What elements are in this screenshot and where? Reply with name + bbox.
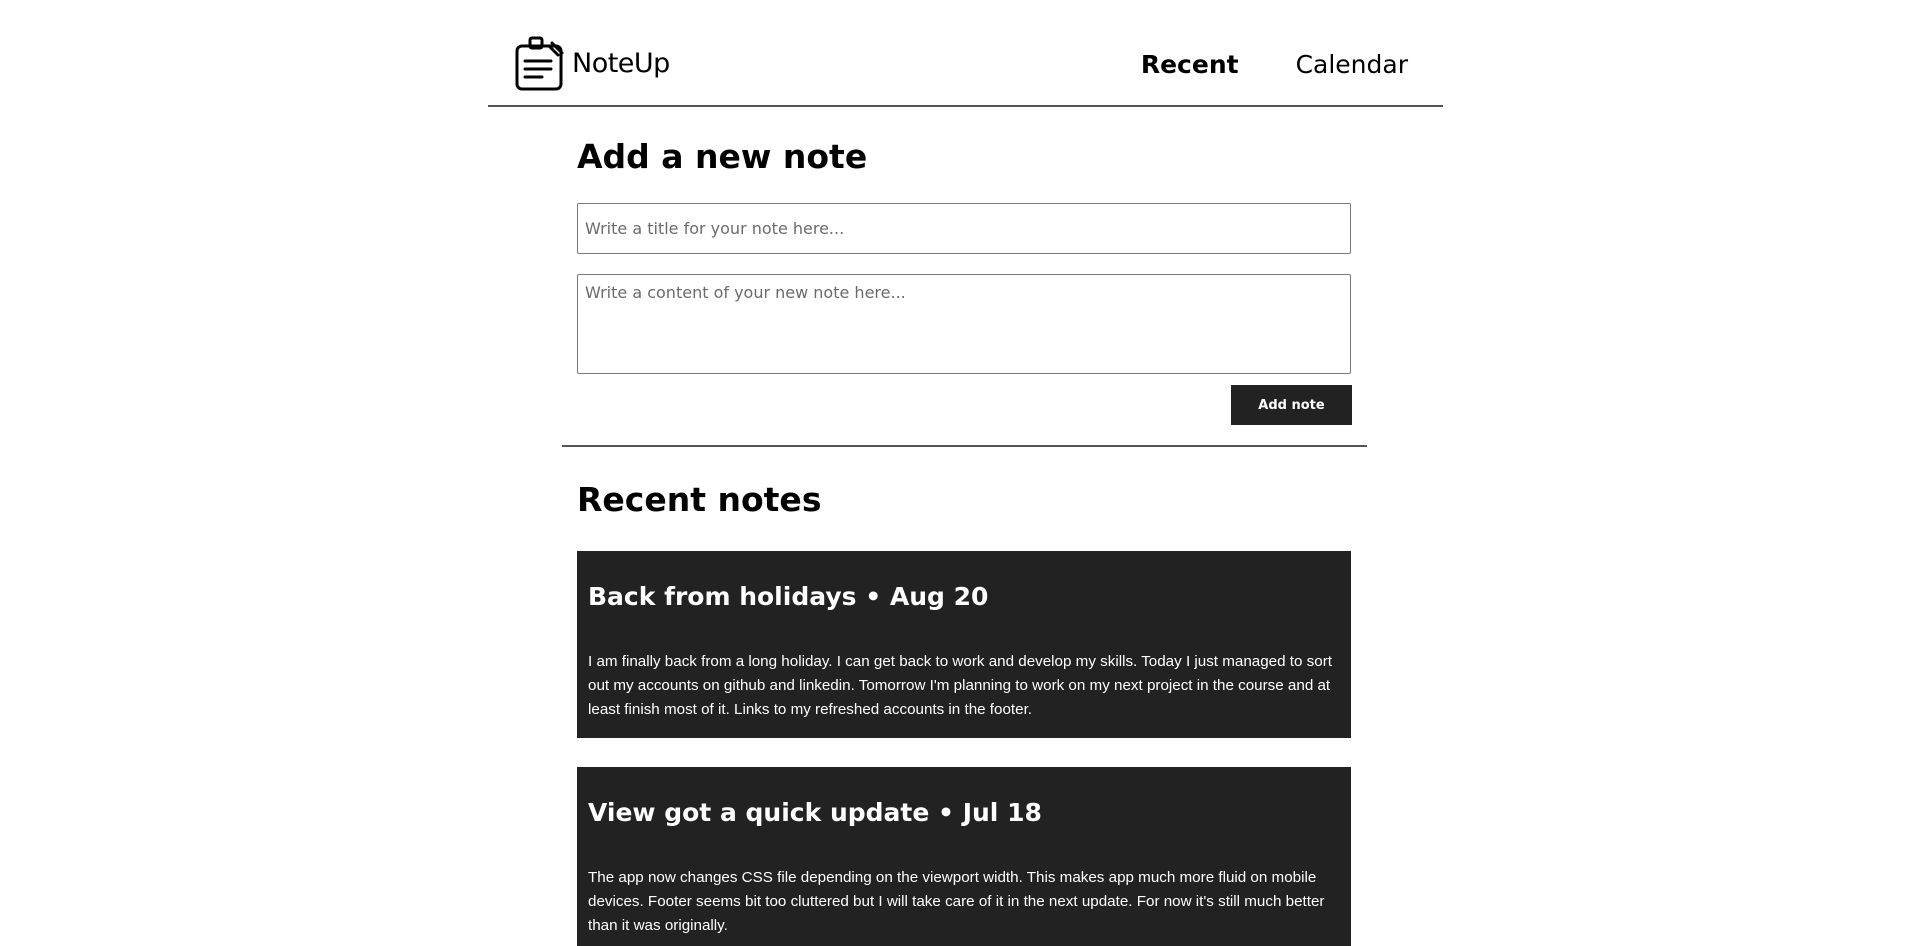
nav-calendar[interactable]: Calendar xyxy=(1295,50,1408,79)
note-body: The app now changes CSS file depending on the viewport width. This makes app much more fluid on mobile devices. Footer seems bit too cluttered but I will take care of it in the next update. For now it's still much better than it was originally. xyxy=(588,869,1325,934)
section-divider xyxy=(562,445,1367,447)
nav-recent[interactable]: Recent xyxy=(1140,50,1239,79)
add-note-heading: Add a new note xyxy=(577,137,868,176)
note-body: I am finally back from a long holiday. I can get back to work and develop my skills. Today I just managed to sort out my accounts on github and linkedin. Tomorrow I'm planning to work on my next project in the course and at least finish most of it. Links to my refreshed accounts in the footer. xyxy=(588,653,1332,718)
app-name: NoteUp xyxy=(572,47,670,79)
logo-link[interactable] xyxy=(514,34,670,92)
note-title: View got a quick update • Jul 18 xyxy=(588,798,1042,827)
note-content-input[interactable] xyxy=(577,274,1351,374)
note-card[interactable] xyxy=(577,767,1351,946)
recent-notes-heading: Recent notes xyxy=(577,480,822,519)
notepad-icon xyxy=(514,34,568,92)
note-title: Back from holidays • Aug 20 xyxy=(588,582,989,611)
main-nav xyxy=(1141,50,1408,79)
note-title-input[interactable] xyxy=(577,203,1351,254)
site-header xyxy=(488,0,1443,107)
note-card[interactable] xyxy=(577,551,1351,738)
add-note-button[interactable]: Add note xyxy=(1231,385,1352,425)
